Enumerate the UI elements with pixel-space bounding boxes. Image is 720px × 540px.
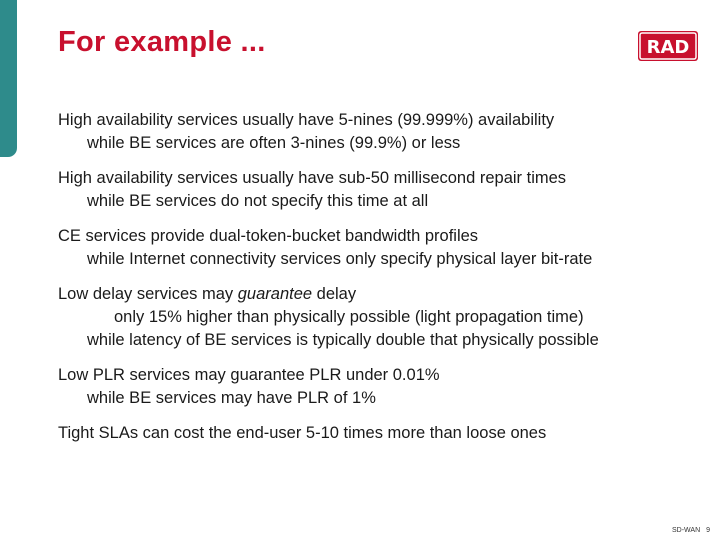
rad-logo-graphic xyxy=(638,31,698,61)
bullet-subline: while BE services are often 3-nines (99.9%) or less xyxy=(87,134,461,152)
bullet-item xyxy=(58,283,708,352)
bullet-subline: while BE services do not specify this time at all xyxy=(87,192,429,210)
bullet-subline: while BE services may have PLR of 1% xyxy=(87,389,376,407)
slide-title: For example ... xyxy=(58,26,266,58)
bullet-item xyxy=(58,364,708,410)
bullet-subline: only 15% higher than physically possible (light propagation time) xyxy=(114,308,584,326)
bullet-list xyxy=(58,109,708,457)
bullet-item xyxy=(58,109,708,155)
footer-label: SD-WAN xyxy=(672,527,701,534)
bullet-line: CE services provide dual-token-bucket bandwidth profiles xyxy=(58,227,479,245)
bullet-line: Low PLR services may guarantee PLR under 0.01% xyxy=(58,366,440,384)
bullet-text-part: delay xyxy=(312,285,357,303)
bullet-item xyxy=(58,225,708,271)
bullet-text-part: Low delay services may xyxy=(58,285,238,303)
slide-footer xyxy=(672,527,710,534)
left-accent-bar xyxy=(0,0,17,157)
bullet-item xyxy=(58,422,708,445)
bullet-line: High availability services usually have sub-50 millisecond repair times xyxy=(58,169,567,187)
emphasized-word: guarantee xyxy=(237,285,313,303)
bullet-line: High availability services usually have 5-nines (99.999%) availability xyxy=(58,111,555,129)
bullet-line xyxy=(58,283,708,306)
bullet-subline: while latency of BE services is typically double that physically possible xyxy=(87,331,599,349)
logo-text: RAD xyxy=(646,37,690,58)
page-number: 9 xyxy=(706,527,710,534)
bullet-subline: while Internet connectivity services only specify physical layer bit-rate xyxy=(87,250,593,268)
bullet-line: Tight SLAs can cost the end-user 5-10 times more than loose ones xyxy=(58,424,547,442)
rad-logo xyxy=(638,31,698,61)
bullet-item xyxy=(58,167,708,213)
